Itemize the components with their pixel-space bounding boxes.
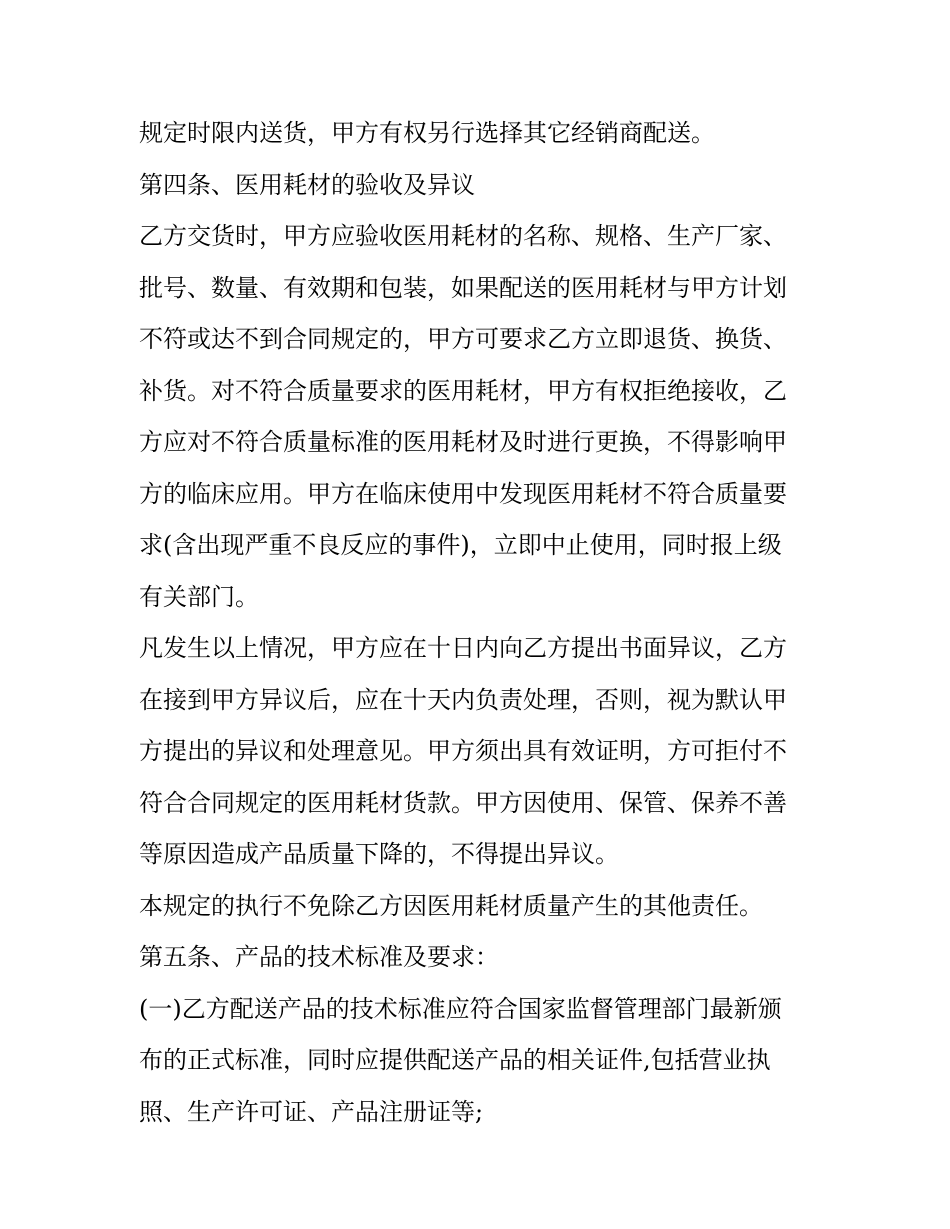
text-line: 规定时限内送货，甲方有权另行选择其它经销商配送。 [139,119,715,147]
text-line: 方提出的异议和处理意见。甲方须出具有效证明，方可拒付不 [139,737,787,765]
text-line: 方的临床应用。甲方在临床使用中发现医用耗材不符合质量要 [139,479,787,508]
text-line: 求(含出现严重不良反应的事件)，立即中止使用，同时报上级 [139,531,782,559]
text-line: (一)乙方配送产品的技术标准应符合国家监督管理部门最新颁 [139,994,782,1023]
text-line: 方应对不符合质量标准的医用耗材及时进行更换，不得影响甲 [139,428,787,456]
text-line: 乙方交货时，甲方应验收医用耗材的名称、规格、生产厂家、 [139,222,787,250]
text-line: 补货。对不符合质量要求的医用耗材，甲方有权拒绝接收，乙 [139,376,787,405]
text-line: 符合合同规定的医用耗材货款。甲方因使用、保管、保养不善 [139,788,787,817]
document-body [139,108,819,1138]
text-line: 布的正式标准，同时应提供配送产品的相关证件,包括营业执 [139,1046,771,1074]
section-heading-5: 第五条、产品的技术标准及要求： [139,943,499,971]
text-line: 本规定的执行不免除乙方因医用耗材质量产生的其他责任。 [139,891,763,920]
text-line: 批号、数量、有效期和包装，如果配送的医用耗材与甲方计划 [139,273,787,302]
text-line: 在接到甲方异议后，应在十天内负责处理，否则，视为默认甲 [139,685,787,714]
text-line: 等原因造成产品质量下降的，不得提出异议。 [139,840,619,868]
text-line: 有关部门。 [139,582,259,611]
text-line: 凡发生以上情况，甲方应在十日内向乙方提出书面异议，乙方 [139,634,787,662]
text-line: 照、生产许可证、产品注册证等; [139,1097,484,1126]
section-heading-4: 第四条、医用耗材的验收及异议 [139,170,475,199]
text-line: 不符或达不到合同规定的，甲方可要求乙方立即退货、换货、 [139,325,787,353]
